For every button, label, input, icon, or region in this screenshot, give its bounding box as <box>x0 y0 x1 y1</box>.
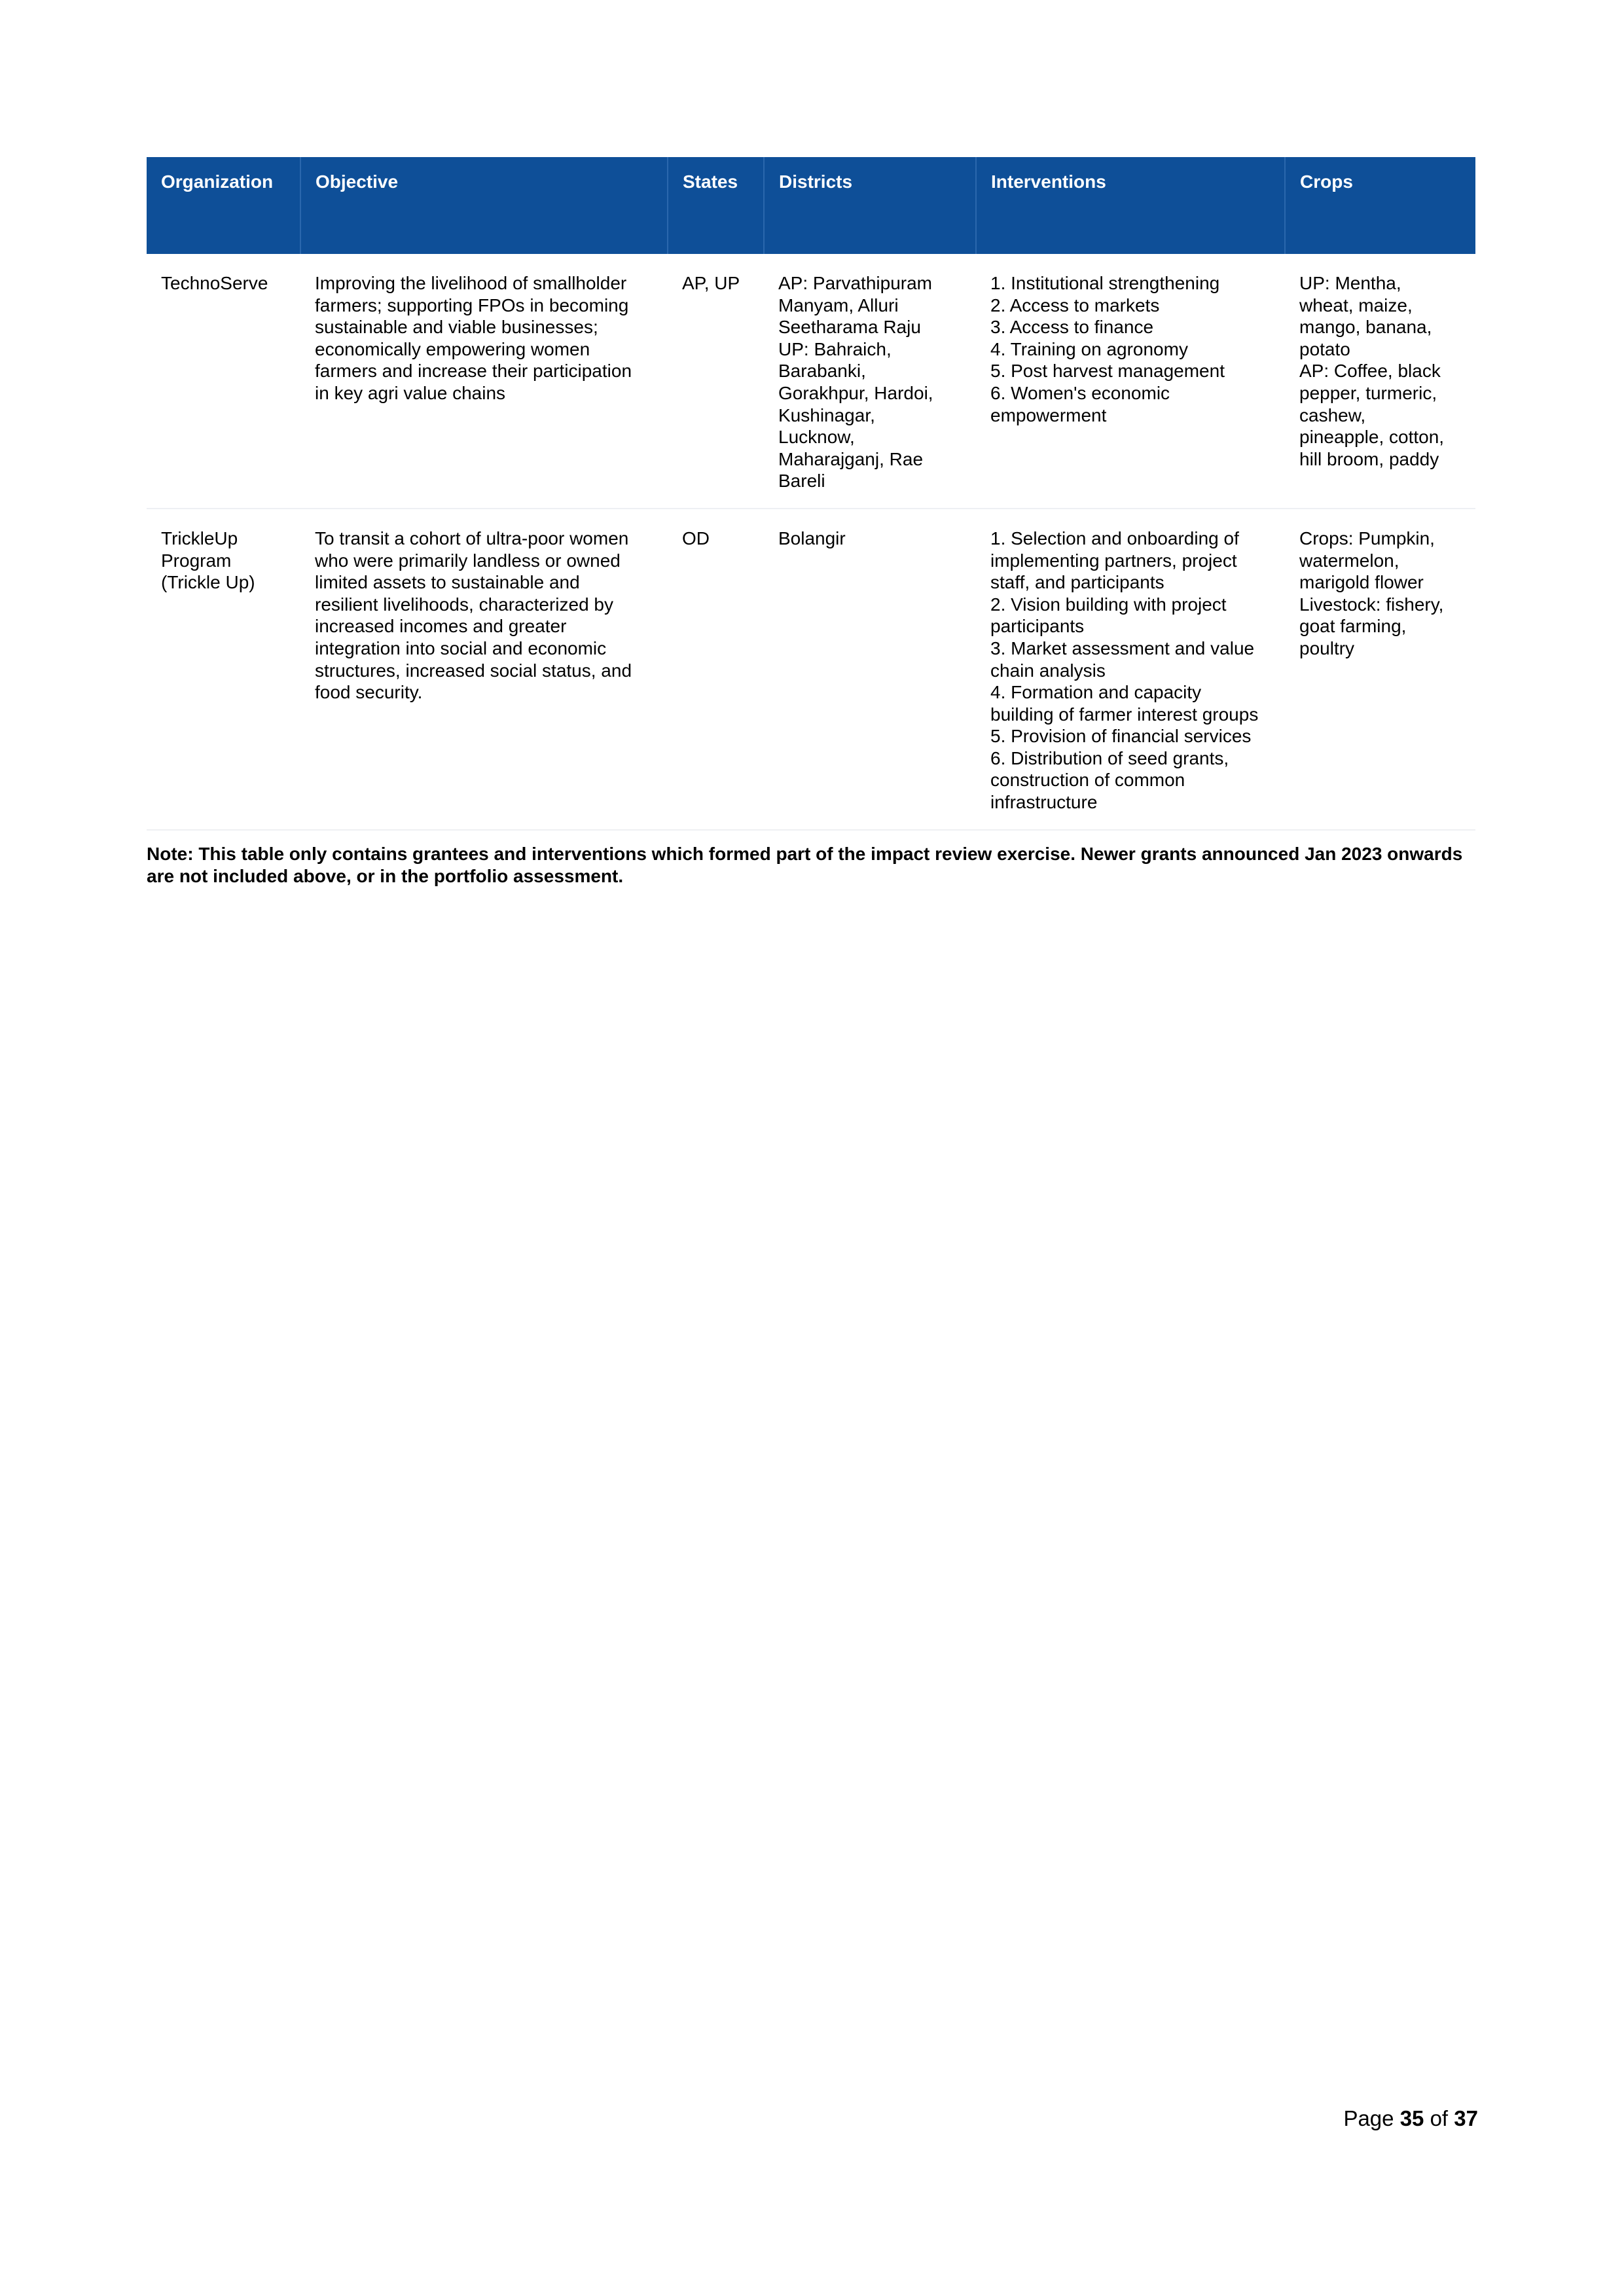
cell-line: OD <box>682 528 710 548</box>
cell-line: AP: Coffee, black <box>1299 361 1441 382</box>
note-line: Note: This table only contains grantees and interventions which formed part of the impact review exercise. Newer grants announced Jan 2023 onwards <box>147 844 1463 864</box>
table-row <box>147 509 1475 830</box>
cell-line: wheat, maize, <box>1299 295 1413 315</box>
cell-line: resilient livelihoods, characterized by <box>315 594 613 615</box>
cell-line: Barabanki, <box>778 361 866 382</box>
cell-line: Gorakhpur, Hardoi, <box>778 382 933 403</box>
cell-line: Bareli <box>778 471 825 492</box>
cell-organization <box>147 509 300 830</box>
cell-line: Maharajganj, Rae <box>778 448 924 469</box>
cell-line: 2. Access to markets <box>990 295 1160 315</box>
cell-line: structures, increased social status, and <box>315 660 632 681</box>
cell-objective <box>300 509 668 830</box>
cell-line: in key agri value chains <box>315 382 506 403</box>
cell-line: limited assets to sustainable and <box>315 572 580 593</box>
header-interventions: Interventions <box>976 157 1285 254</box>
cell-line: staff, and participants <box>990 572 1164 593</box>
cell-states <box>668 509 764 830</box>
cell-line: AP, UP <box>682 273 740 293</box>
cell-line: 4. Training on agronomy <box>990 338 1188 359</box>
cell-interventions <box>976 509 1285 830</box>
cell-line: UP: Mentha, <box>1299 273 1401 293</box>
cell-line: AP: Parvathipuram <box>778 273 932 293</box>
header-objective: Objective <box>300 157 668 254</box>
page-of: of <box>1430 2106 1449 2130</box>
grantee-table <box>147 157 1475 831</box>
header-organization: Organization <box>147 157 300 254</box>
cell-line: 1. Institutional strengthening <box>990 273 1220 293</box>
cell-line: (Trickle Up) <box>161 572 255 593</box>
cell-districts <box>764 254 976 509</box>
cell-line: poultry <box>1299 637 1355 658</box>
table-row <box>147 254 1475 509</box>
cell-line: potato <box>1299 338 1350 359</box>
cell-line: who were primarily landless or owned <box>315 550 621 571</box>
cell-line: TrickleUp <box>161 528 238 548</box>
cell-line: 2. Vision building with project <box>990 594 1227 615</box>
cell-line: 6. Distribution of seed grants, <box>990 747 1229 768</box>
table-note <box>147 843 1528 888</box>
cell-line: pepper, turmeric, <box>1299 382 1437 403</box>
cell-line: Livestock: fishery, <box>1299 594 1444 615</box>
cell-line: sustainable and viable businesses; <box>315 317 598 338</box>
cell-line: 6. Women's economic <box>990 382 1170 403</box>
cell-line: marigold flower <box>1299 572 1424 593</box>
page-current: 35 <box>1399 2106 1424 2130</box>
cell-line: 3. Market assessment and value <box>990 637 1255 658</box>
header-states: States <box>668 157 764 254</box>
cell-line: Bolangir <box>778 528 846 548</box>
cell-line: cashew, <box>1299 404 1366 425</box>
cell-objective <box>300 254 668 509</box>
header-crops: Crops <box>1285 157 1475 254</box>
page-number <box>1343 2106 1478 2131</box>
header-districts: Districts <box>764 157 976 254</box>
cell-organization <box>147 254 300 509</box>
cell-crops <box>1285 509 1475 830</box>
cell-line: Improving the livelihood of smallholder <box>315 273 627 293</box>
cell-line: watermelon, <box>1299 550 1399 571</box>
cell-line: TechnoServe <box>161 273 268 293</box>
cell-districts <box>764 509 976 830</box>
cell-states <box>668 254 764 509</box>
cell-line: empowerment <box>990 404 1107 425</box>
cell-line: 4. Formation and capacity <box>990 682 1202 703</box>
cell-line: 3. Access to finance <box>990 317 1154 338</box>
cell-line: building of farmer interest groups <box>990 704 1259 725</box>
cell-line: hill broom, paddy <box>1299 448 1439 469</box>
cell-line: mango, banana, <box>1299 317 1432 338</box>
cell-line: economically empowering women <box>315 338 590 359</box>
cell-line: farmers; supporting FPOs in becoming <box>315 295 629 315</box>
page-total: 37 <box>1454 2106 1478 2130</box>
cell-line: participants <box>990 616 1085 637</box>
note-line: are not included above, or in the portfolio assessment. <box>147 866 624 886</box>
cell-line: Seetharama Raju <box>778 317 921 338</box>
cell-line: increased incomes and greater <box>315 616 567 637</box>
cell-line: pineapple, cotton, <box>1299 427 1445 448</box>
cell-line: 1. Selection and onboarding of <box>990 528 1239 548</box>
cell-crops <box>1285 254 1475 509</box>
cell-line: 5. Provision of financial services <box>990 726 1252 747</box>
cell-line: Lucknow, <box>778 427 855 448</box>
cell-line: Crops: Pumpkin, <box>1299 528 1435 548</box>
cell-interventions <box>976 254 1285 509</box>
cell-line: Program <box>161 550 232 571</box>
cell-line: food security. <box>315 682 423 703</box>
cell-line: farmers and increase their participation <box>315 361 632 382</box>
cell-line: construction of common <box>990 770 1185 791</box>
cell-line: implementing partners, project <box>990 550 1237 571</box>
cell-line: 5. Post harvest management <box>990 361 1225 382</box>
page-prefix: Page <box>1343 2106 1394 2130</box>
cell-line: integration into social and economic <box>315 637 607 658</box>
cell-line: To transit a cohort of ultra-poor women <box>315 528 629 548</box>
table-header-row <box>147 157 1475 254</box>
cell-line: infrastructure <box>990 792 1098 813</box>
cell-line: Manyam, Alluri <box>778 295 899 315</box>
cell-line: Kushinagar, <box>778 404 875 425</box>
cell-line: UP: Bahraich, <box>778 338 892 359</box>
cell-line: goat farming, <box>1299 616 1407 637</box>
cell-line: chain analysis <box>990 660 1106 681</box>
